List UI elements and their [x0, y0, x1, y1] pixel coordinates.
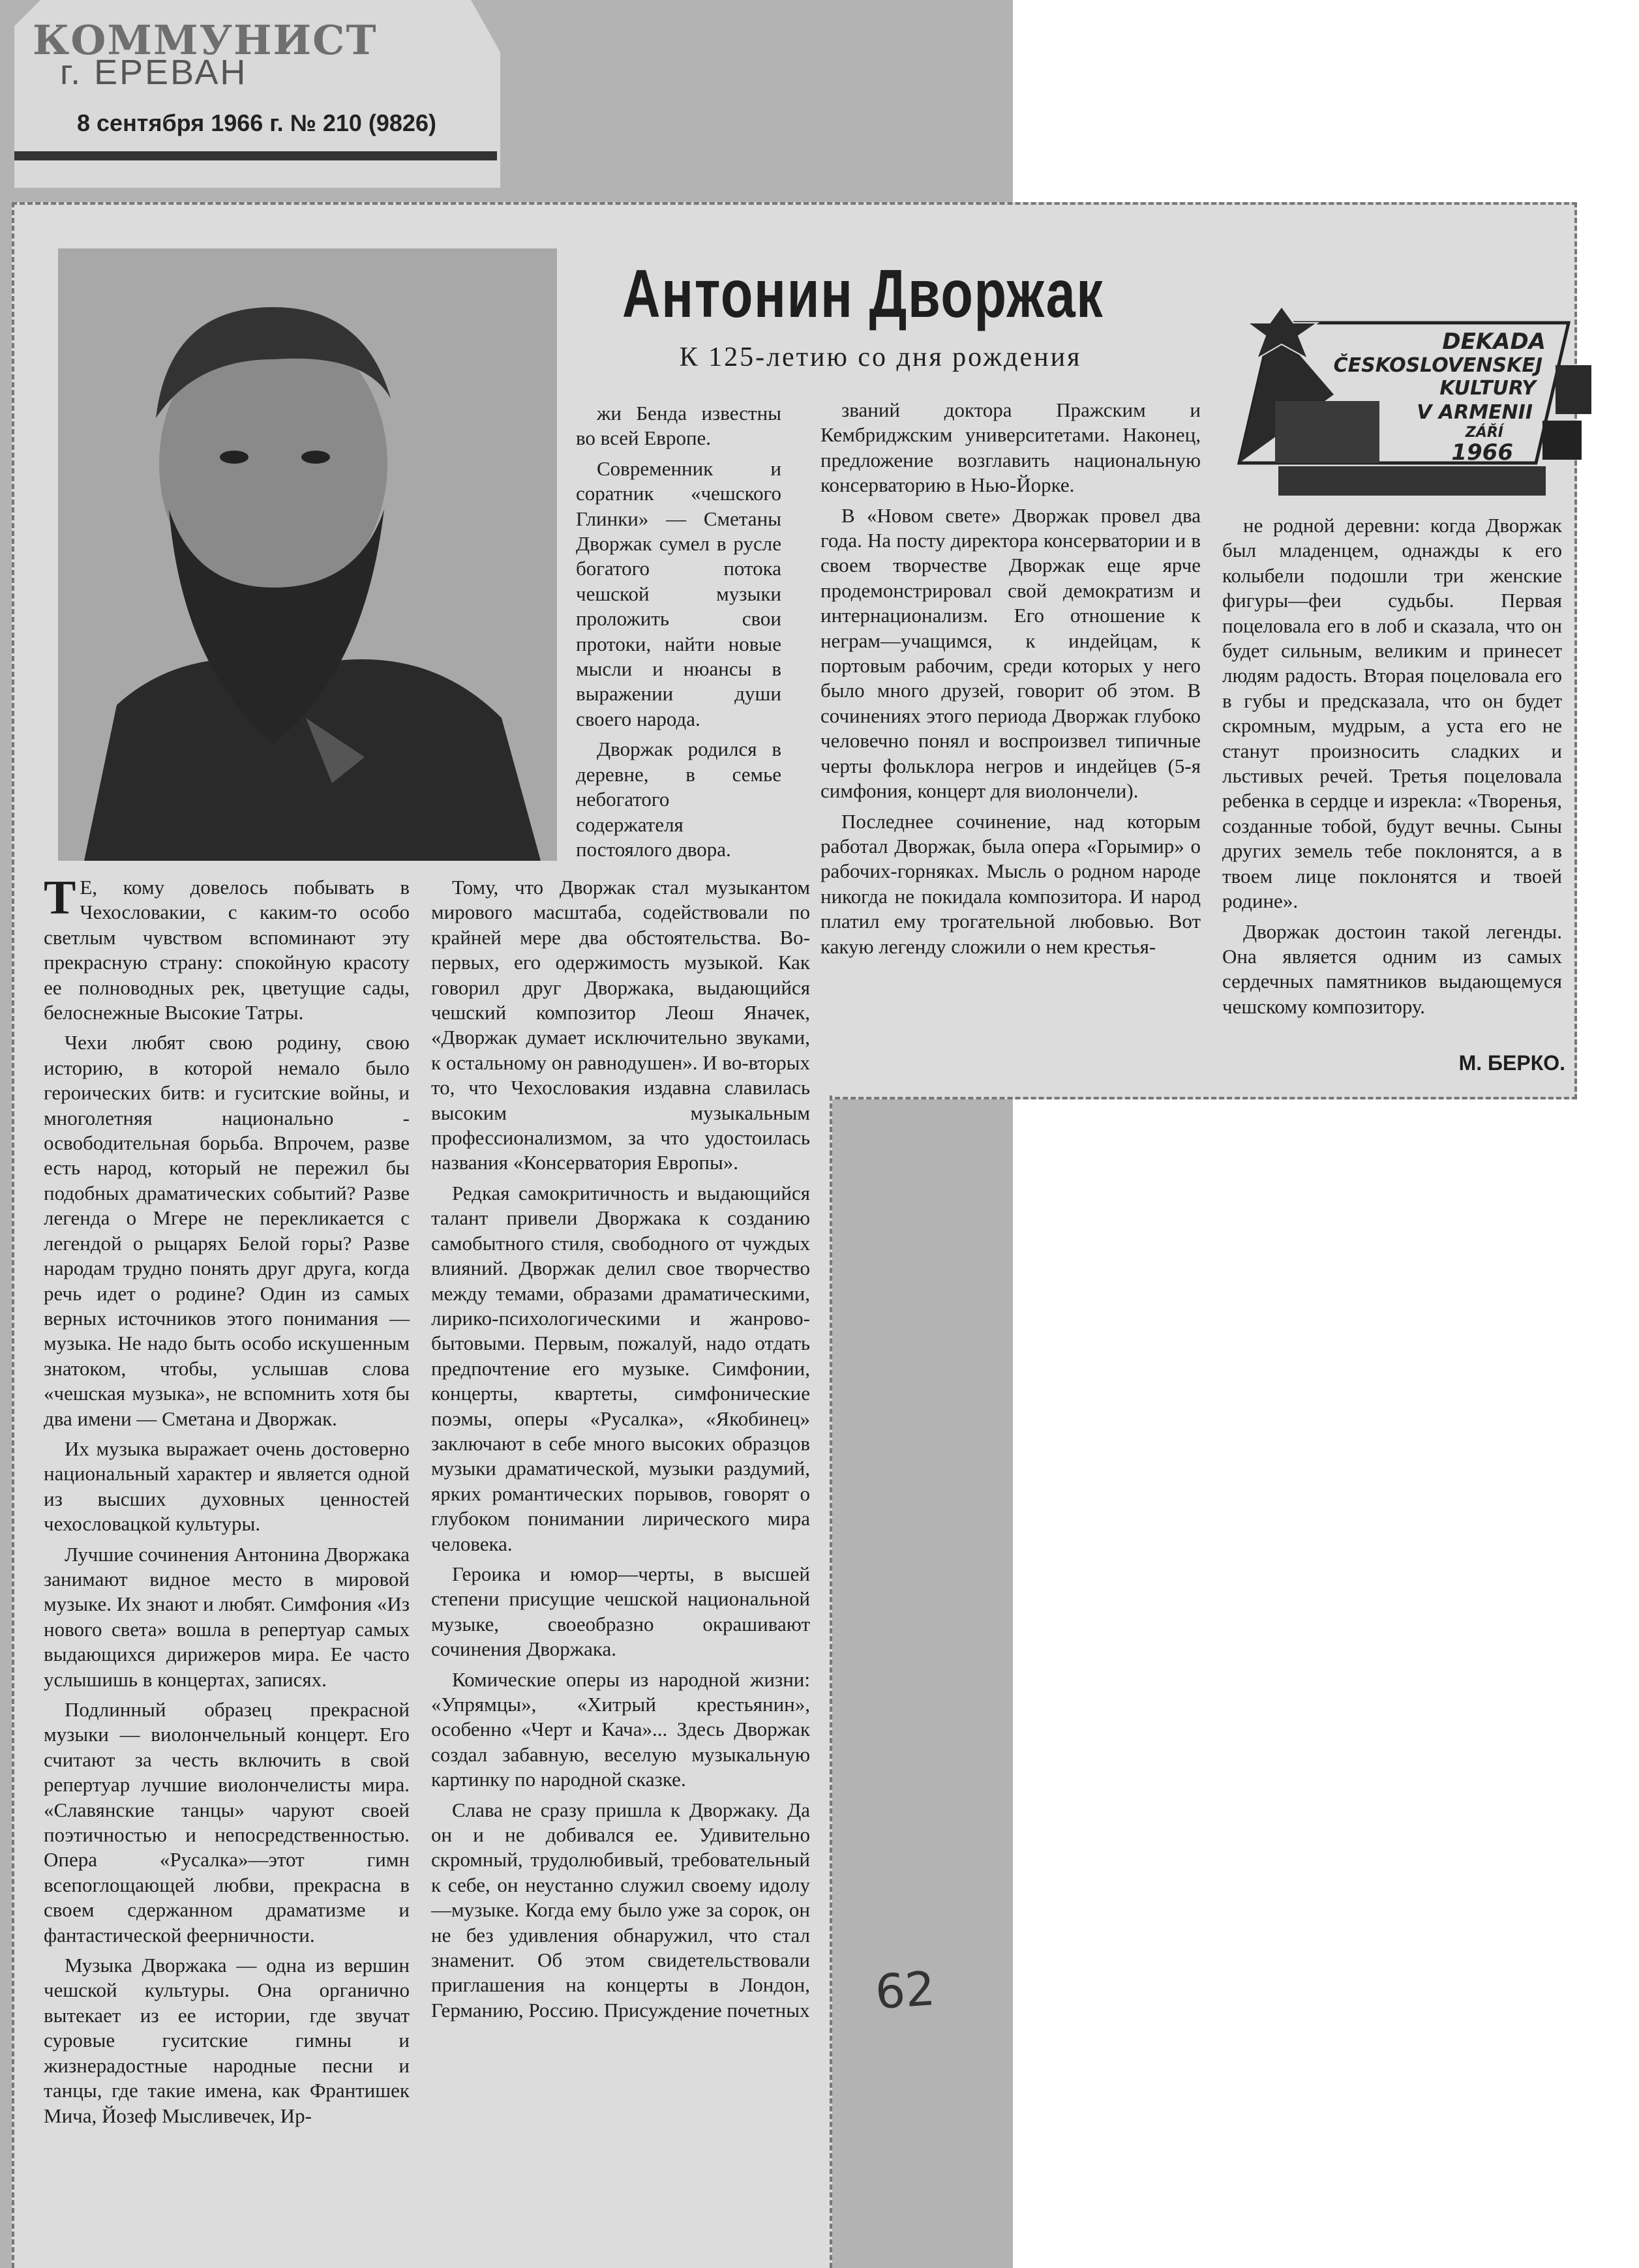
article-paragraph: Современник и соратник «чешского Глинки» — Сметаны Дворжак сумел в русле богатого потока чешской музыки проложить свои протоки, найти новые мысли и нюансы в выражении души своего народа.: [576, 456, 781, 730]
article-column-upper-middle: [576, 401, 781, 862]
article-paragraph: Редкая самокритичность и выдающийся талант привели Дворжака к созданию самобытного стиля, свободного от чуждых влияний. Дворжак делил свое творчество между темами, образами драматическими, лирико-психологическими и жанрово-бытовыми. Первым, пожалуй, надо отдать предпочтение его музыке. Симфонии, концерты, квартеты, симфонические поэмы, оперы «Русалка», «Якобинец» заключают в себе много высоких образцов музыки драматической, музыки раздумий, ярких романтических порывов, говорят о глубоком понимании лирического мира человека.: [431, 1181, 810, 1555]
portrait-image: [58, 248, 557, 861]
logo-line: 1966: [1451, 440, 1513, 466]
article-column-3: [820, 398, 1201, 959]
article-subtitle: К 125-летию со дня рождения: [679, 342, 1082, 372]
article-paragraph: Комические оперы из народной жизни: «Упрямцы», «Хитрый крестьянин», особенно «Черт и Кача»... Здесь Дворжак создал забавную, веселую музыкальную картинку по народной сказке.: [431, 1667, 810, 1791]
article-paragraph: не родной деревни: когда Дворжак был младенцем, однажды к его колыбели подошли три женские фигуры—феи судьбы. Первая поцеловала его в лоб и сказала, что он будет сильным, великим и принесет людям радость. Вторая поцеловала его в губы и предсказала, что он будет скромным, мудрым, а уста его не станут произносить сладких и льстивых речей. Третья поцеловала ребенка в сердце и изрекла: «Творенья, созданные тобой, будут вечны. Сыны других земель тебе поклонятся, а в твоем лице поклонятся и твоей родине».: [1222, 514, 1562, 913]
article-paragraph: жи Бенда известны во всей Европе.: [576, 402, 781, 450]
newspaper-name: КОММУНИСТ: [33, 16, 378, 64]
logo-line: V ARMENII: [1417, 401, 1533, 424]
author-signature: М. БЕРКО.: [1458, 1051, 1565, 1075]
portrait-photo: [58, 248, 557, 861]
article-paragraph: Героика и юмор—черты, в высшей степени присущие чешской национальной музыке, своеобразно окрашивают сочинения Дворжака.: [431, 1562, 810, 1661]
article-paragraph: Чехи любят свою родину, свою историю, в которой немало было героических битв: и гуситские войны, и многолетняя национально - освободительная борьба. Впрочем, разве есть народ, который не пережил бы подобных драматических событий? Разве легенда о Мгере не перекликается с легендой о рыцарях Белой горы? Разве народам трудно понять друг друга, когда речь идет о родине? Один из самых верных источников этого понимания — музыка. Не надо быть особо искушенным знатоком, чтобы, услышав слова «чешская музыка», не вспомнить хотя бы два имени — Сметана и Дворжак.: [44, 1031, 410, 1430]
logo-line: DEKADA: [1442, 329, 1546, 355]
article-column-2: [431, 875, 810, 2023]
handwritten-page-number: 62: [873, 1960, 937, 2020]
czechoslovak-culture-decade-logo: [1229, 274, 1595, 496]
drop-cap: Т: [44, 871, 76, 925]
logo-line: ZÁŘÍ: [1465, 425, 1503, 441]
article-paragraph: званий доктора Пражским и Кембриджским университетами. Наконец, предложение возглавить национальную консерваторию в Нью-Йорке.: [820, 398, 1201, 497]
article-paragraph: Слава не сразу пришла к Дворжаку. Да он и не добивался ее. Удивительно скромный, трудолюбивый, требовательный к себе, он неустанно служил своему идолу—музыке. Когда ему было уже за сорок, он не без удивления обнаружил, что стал знаменит. Об этом свидетельствовали приглашения на концерты в Лондон, Германию, Россию. Присуждение почетных: [431, 1798, 810, 2022]
article-paragraph: Дворжак достоин такой легенды. Она является одним из самых сердечных памятников выдающемуся чешскому композитору.: [1222, 919, 1562, 1018]
article-paragraph: Музыка Дворжака — одна из вершин чешской культуры. Она органично вытекает из ее истории, где звучат суровые гуситские гимны и жизнерадостные народные песни и танцы, где такие имена, как Франтишек Мича, Йозеф Мысливечек, Ир-: [44, 1954, 410, 2127]
issue-date: 8 сентября 1966 г. № 210 (9826): [77, 110, 436, 136]
logo-line: KULTURY: [1439, 377, 1536, 400]
newspaper-city: г. ЕРЕВАН: [60, 53, 248, 92]
article-paragraph: Дворжак родился в деревне, в семье небогатого содержателя постоялого двора.: [576, 738, 781, 861]
article-column-1: [44, 871, 410, 2128]
article-paragraph: В «Новом свете» Дворжак провел два года. На посту директора консерватории и в своем творчестве Дворжак еще ярче продемонстрировал свой демократизм и интернационализм. Его отношение к неграм—учащимся, к индейцам, к портовым рабочим, среди которых у него было много друзей, говорит об этом. В сочинениях этого периода Дворжак глубоко человечно понял и воспроизвел типичные черты фольклора негров и индейцев (5-я симфония, концерт для виолончели).: [820, 503, 1201, 803]
article-paragraph: Подлинный образец прекрасной музыки — виолончельный концерт. Его считают за честь включить в свой репертуар лучшие виолончелисты мира. «Славянские танцы» чаруют своей поэтичностью и непосредственностью. Опера «Русалка»—этот гимн всепоглощающей любви, прекрасна в своем сдержанном драматизме и фантастической феерничности.: [44, 1698, 410, 1947]
logo-line: ČESKOSLOVENSKEJ: [1333, 354, 1542, 377]
article-paragraph: Е, кому довелось побывать в Чехословакии, с каким-то особо светлым чувством вспоминают эту прекрасную страну: спокойную красоту ее полноводных рек, цветущие сады, белоснежные Высокие Татры.: [44, 876, 410, 1024]
article-column-4: [1222, 513, 1562, 1019]
article-paragraph: Лучшие сочинения Антонина Дворжака занимают видное место в мировой музыке. Их знают и любят. Симфония «Из нового света» вошла в репертуар самых выдающихся дирижеров мира. Ее часто услышишь в концертах, записях.: [44, 1542, 410, 1691]
article-paragraph: Их музыка выражает очень достоверно национальный характер и является одной из высших духовных ценностей чехословацкой культуры.: [44, 1437, 410, 1536]
article-title: Антонин Дворжак: [622, 256, 1104, 332]
article-paragraph: Тому, что Дворжак стал музыкантом мирового масштаба, содействовали по крайней мере два обстоятельства. Во-первых, его одержимость музыкой. Как говорил друг Дворжака, выдающийся чешский композитор Леош Яначек, «Дворжак думает исключительно звуками, к остальному он равнодушен». И во-вторых то, что Чехословакия издавна славилась высоким музыкальным профессионализмом, за что удостоилась названия «Консерватория Европы».: [431, 876, 810, 1174]
article-paragraph: Последнее сочинение, над которым работал Дворжак, была опера «Горымир» о рабочих-горняках. Мысль о родном народе никогда не покидала композитора. И народ платил ему трогательной любовью. Вот какую легенду сложили о нем крестья-: [820, 809, 1201, 958]
masthead-rule: [14, 151, 497, 160]
